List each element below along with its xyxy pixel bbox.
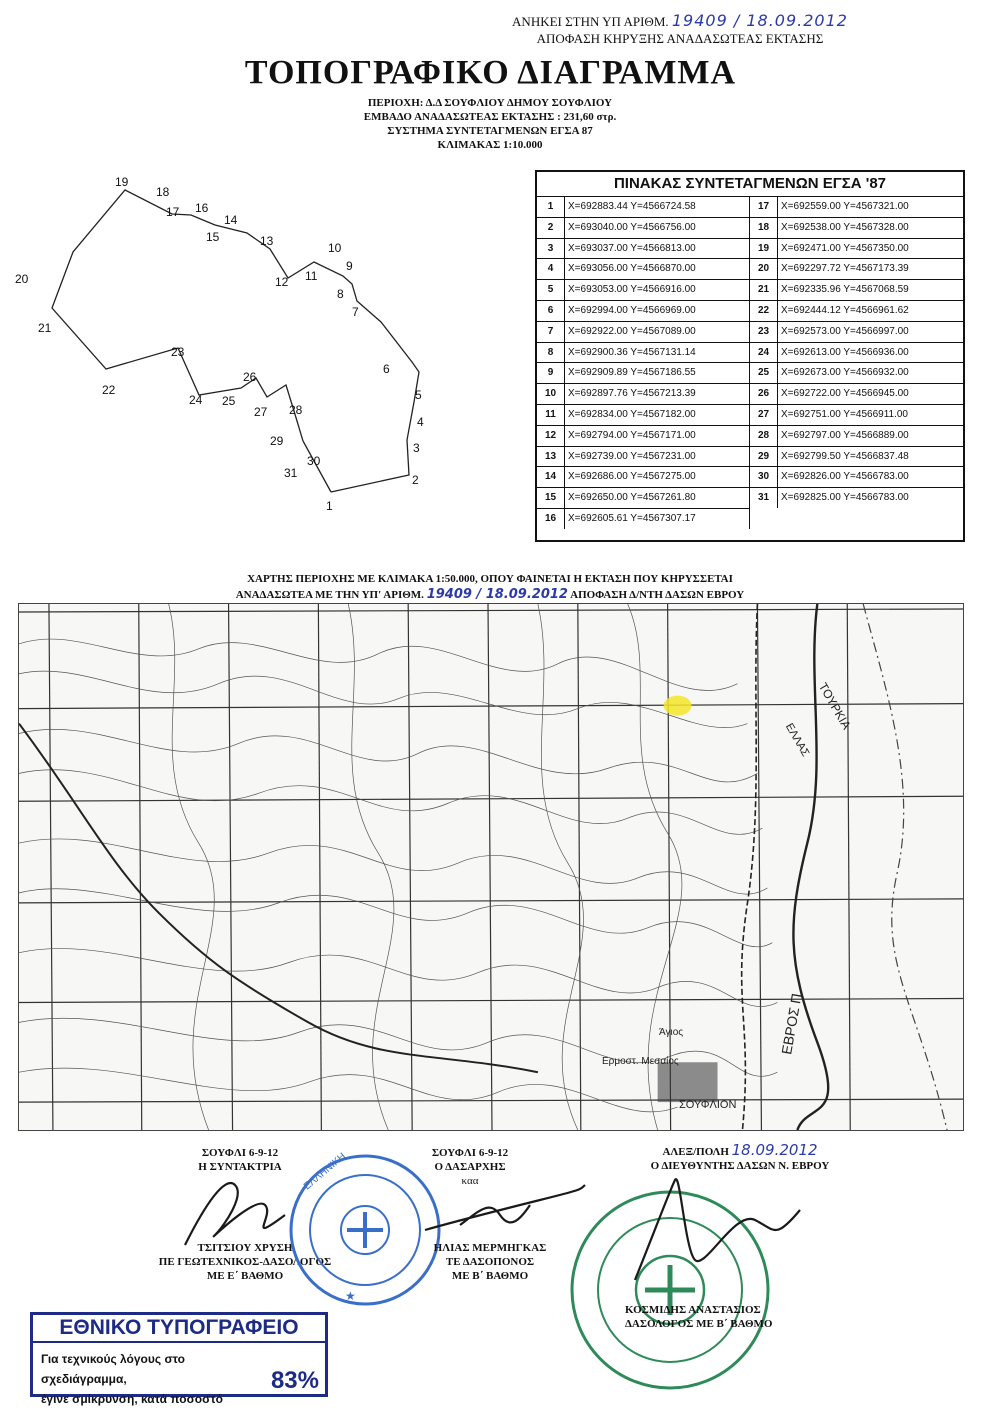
map-label-river: ΕΒΡΟΣ Π.: [778, 988, 806, 1056]
coordinate-row: [537, 300, 750, 321]
print-notice-text: [41, 1349, 271, 1409]
coordinate-value: X=692794.00 Y=4567171.00: [565, 426, 750, 446]
forester-title: ΤΕ ΔΑΣΟΠΟΝΟΣ: [445, 1256, 535, 1268]
coordinate-point-number: 9: [537, 363, 565, 383]
coordinate-value: X=692922.00 Y=4567089.00: [565, 322, 750, 342]
coordinate-row: [750, 258, 963, 279]
map-label-place2: Ερμοστ. Μεσαίος: [602, 1056, 679, 1067]
coordinate-point-number: 4: [537, 259, 565, 279]
vertex-label: 12: [275, 275, 289, 289]
vertex-label: 4: [417, 415, 424, 429]
vertex-label: 24: [189, 393, 203, 407]
coordinate-point-number: 17: [750, 197, 778, 217]
map-caption-handwritten: 19409 / 18.09.2012: [426, 587, 568, 602]
coordinate-value: X=693056.00 Y=4566870.00: [565, 259, 750, 279]
coordinate-value: X=692559.00 Y=4567321.00: [781, 201, 909, 212]
coordinates-table-title: ΠΙΝΑΚΑΣ ΣΥΝΤΕΤΑΓΜΕΝΩΝ ΕΓΣΑ '87: [613, 175, 887, 192]
coordinate-row: [750, 383, 963, 404]
town-block: [658, 1062, 718, 1102]
map-caption: [90, 572, 890, 603]
director-name: ΚΟΣΜΙΔΗΣ ΑΝΑΣΤΑΣΙΟΣ: [625, 1304, 761, 1316]
boundary-polygon: [52, 190, 419, 492]
coordinate-value: X=692825.00 Y=4566783.00: [781, 492, 909, 504]
coordinate-point-number: 10: [537, 384, 565, 404]
print-notice: [30, 1312, 328, 1406]
composer-role: Η ΣΥΝΤΑΚΤΡΙΑ: [198, 1161, 282, 1173]
coordinate-row: [750, 404, 963, 425]
coordinates-table: [535, 170, 965, 542]
coordinate-row: [750, 466, 963, 487]
coordinate-point-number: 25: [750, 363, 778, 383]
coordinate-point-number: 2: [537, 218, 565, 238]
coordinate-value: X=692444.12 Y=4566961.62: [781, 304, 909, 316]
coordinate-row: [537, 404, 750, 425]
coordinate-row: [750, 487, 963, 508]
vertex-label: 26: [243, 370, 257, 384]
signature-director-footer: [625, 1303, 825, 1331]
map-label-country: ΤΟΥΡΚΙΑ: [815, 680, 854, 732]
vertex-label: 16: [195, 201, 209, 215]
vertex-label: 8: [337, 287, 344, 301]
vertex-label: 1: [326, 499, 333, 513]
forester-note: καα: [461, 1175, 479, 1187]
topographic-map: [18, 603, 964, 1131]
director-date-handwritten: 18.09.2012: [731, 1141, 818, 1159]
contour-lines: [19, 604, 777, 1130]
print-notice-title: ΕΘΝΙΚΟ ΤΥΠΟΓΡΑΦΕΙΟ: [33, 1315, 325, 1343]
coordinate-value: X=692834.00 Y=4567182.00: [565, 405, 750, 425]
coordinate-value: X=692994.00 Y=4566969.00: [565, 301, 750, 321]
vertex-label: 21: [38, 321, 52, 335]
coordinates-column-left: [537, 196, 750, 529]
coordinate-value: X=692650.00 Y=4567261.80: [565, 488, 750, 508]
coordinate-point-number: 18: [750, 218, 778, 238]
vertex-label: 27: [254, 405, 268, 419]
director-grade: ΔΑΣΟΛΟΓΟΣ ΜΕ Β΄ ΒΑΘΜΟ: [625, 1318, 773, 1330]
svg-text:★: ★: [345, 1289, 356, 1303]
vertex-label: 18: [156, 185, 170, 199]
coordinate-value: X=692471.00 Y=4567350.00: [781, 242, 909, 254]
coordinates-grid: [537, 196, 963, 529]
coordinate-value: X=692900.36 Y=4567131.14: [565, 343, 750, 363]
composer-place-date: ΣΟΥΦΛΙ 6-9-12: [201, 1147, 279, 1159]
coordinate-point-number: 30: [750, 467, 778, 487]
svg-text:ΕΛΛΗΝΙΚΗ: ΕΛΛΗΝΙΚΗ: [301, 1150, 349, 1193]
coordinate-row: [537, 383, 750, 404]
decision-subtitle: ΑΠΟΦΑΣΗ ΚΗΡΥΞΗΣ ΑΝΑΔΑΣΩΤΕΑΣ ΕΚΤΑΣΗΣ: [536, 31, 824, 46]
coordinate-value: X=692797.00 Y=4566889.00: [781, 429, 909, 441]
coordinate-row: [750, 362, 963, 383]
signature-director: [625, 1170, 805, 1290]
coordinate-row: [537, 508, 750, 529]
forester-grade: ΜΕ Β΄ ΒΑΘΜΟ: [451, 1270, 529, 1282]
vertex-label: 7: [352, 305, 359, 319]
vertex-label: 11: [305, 269, 318, 283]
vertex-label: 25: [222, 394, 236, 408]
vertex-label: 19: [115, 175, 129, 189]
coordinate-row: [537, 446, 750, 467]
vertex-label: 5: [415, 388, 422, 402]
coordinate-point-number: 3: [537, 239, 565, 259]
coordinate-row: [537, 238, 750, 259]
map-caption-suffix: ΑΠΟΦΑΣΗ Δ/ΝΤΗ ΔΑΣΩΝ ΕΒΡΟΥ: [570, 589, 745, 601]
coordinate-point-number: 23: [750, 322, 778, 342]
vertex-label: 30: [307, 454, 321, 468]
coordinate-point-number: 28: [750, 426, 778, 446]
coordinate-value: X=692722.00 Y=4566945.00: [781, 388, 909, 400]
coordinate-row: [537, 196, 750, 217]
coordinate-point-number: 29: [750, 447, 778, 467]
signature-director-header: [600, 1143, 880, 1173]
coordinate-row: [537, 466, 750, 487]
document-meta: [180, 96, 800, 152]
coordinate-row: [537, 217, 750, 238]
coordinate-value: X=692751.00 Y=4566911.00: [781, 408, 908, 420]
coordinate-row: [537, 258, 750, 279]
coordinate-value: X=693037.00 Y=4566813.00: [565, 239, 750, 259]
decision-reference: [470, 12, 890, 47]
composer-name: ΤΣΙΤΣΙΟΥ ΧΡΥΣΗ: [197, 1242, 293, 1254]
director-place: ΑΛΕΞ/ΠΟΛΗ: [662, 1146, 729, 1158]
coordinate-point-number: 22: [750, 301, 778, 321]
map-caption-prefix: ΑΝΑΔΑΣΩΤΕΑ ΜΕ ΤΗΝ ΥΠ' ΑΡΙΘΜ.: [235, 589, 424, 601]
vertex-label: 29: [270, 434, 284, 448]
vertex-label: 23: [171, 345, 185, 359]
coordinate-point-number: 8: [537, 343, 565, 363]
coordinate-row: [750, 196, 963, 217]
meta-scale: ΚΛΙΜΑΚΑΣ 1:10.000: [437, 139, 543, 151]
vertex-label: 17: [166, 205, 180, 219]
forester-name: ΗΛΙΑΣ ΜΕΡΜΗΓΚΑΣ: [433, 1242, 547, 1254]
vertex-label: 3: [413, 441, 420, 455]
meta-size: ΕΜΒΑΔΟ ΑΝΑΔΑΣΩΤΕΑΣ ΕΚΤΑΣΗΣ : 231,60 στρ.: [363, 111, 617, 123]
coordinate-point-number: 11: [537, 405, 565, 425]
coordinate-value: X=692799.50 Y=4566837.48: [781, 450, 909, 462]
meta-area: ΠΕΡΙΟΧΗ: Δ.Δ ΣΟΥΦΛΙΟΥ ΔΗΜΟΥ ΣΟΥΦΛΙΟΥ: [367, 97, 613, 109]
coordinate-row: [537, 342, 750, 363]
coordinate-point-number: 21: [750, 280, 778, 300]
vertex-label: 6: [383, 362, 390, 376]
vertex-label: 9: [346, 259, 353, 273]
vertex-label: 22: [102, 383, 116, 397]
vertex-label: 15: [206, 230, 220, 244]
coordinate-value: X=693040.00 Y=4566756.00: [565, 218, 750, 238]
coordinate-point-number: 24: [750, 343, 778, 363]
vertex-label: 28: [289, 403, 303, 417]
coordinate-value: X=692573.00 Y=4566997.00: [781, 325, 909, 337]
coordinate-row: [537, 487, 750, 508]
coordinate-point-number: 6: [537, 301, 565, 321]
coordinate-point-number: 27: [750, 405, 778, 425]
forester-place-date: ΣΟΥΦΛΙ 6-9-12: [431, 1147, 509, 1159]
document-title: ΤΟΠΟΓΡΑΦΙΚΟ ΔΙΑΓΡΑΜΜΑ: [244, 54, 737, 91]
coordinate-row: [750, 425, 963, 446]
coordinate-value: X=692613.00 Y=4566936.00: [781, 346, 909, 358]
coordinate-value: X=692297.72 Y=4567173.39: [781, 263, 909, 275]
rivers-roads: [19, 604, 947, 1130]
coordinate-value: X=692538.00 Y=4567328.00: [781, 221, 909, 233]
coordinate-point-number: 7: [537, 322, 565, 342]
coordinate-value: X=692605.61 Y=4567307.17: [565, 509, 750, 529]
print-notice-percent: 83%: [270, 1367, 319, 1394]
coordinate-point-number: 26: [750, 384, 778, 404]
signature-forester-footer: [395, 1241, 585, 1283]
composer-title: ΠΕ ΓΕΩΤΕΧΝΙΚΟΣ-ΔΑΣΟΛΟΓΟΣ: [158, 1256, 332, 1268]
coordinate-row: [750, 238, 963, 259]
coordinate-row: [537, 321, 750, 342]
coordinate-row: [750, 279, 963, 300]
coordinate-row: [537, 425, 750, 446]
composer-grade: ΜΕ Ε΄ ΒΑΘΜΟ: [206, 1270, 284, 1282]
coordinate-point-number: 31: [750, 488, 778, 508]
coordinate-row: [750, 342, 963, 363]
coordinate-point-number: 20: [750, 259, 778, 279]
coordinate-value: X=693053.00 Y=4566916.00: [565, 280, 750, 300]
coordinate-row: [537, 362, 750, 383]
map-label-country2: ΕΛΛΑΣ: [782, 721, 812, 759]
decision-number-handwritten: 19409 / 18.09.2012: [671, 11, 848, 30]
vertex-label: 14: [224, 213, 238, 227]
vertex-label: 20: [15, 272, 29, 286]
coordinate-value: X=692739.00 Y=4567231.00: [565, 447, 750, 467]
coordinate-point-number: 16: [537, 509, 565, 529]
vertex-label: 31: [284, 466, 298, 480]
coordinate-value: X=692826.00 Y=4566783.00: [781, 471, 909, 483]
coordinate-row: [750, 300, 963, 321]
map-label-place1: Άγιος: [659, 1027, 684, 1038]
print-notice-line1: Για τεχνικούς λόγους στο σχεδιάγραμμα,: [41, 1352, 185, 1386]
coordinate-value: X=692883.44 Y=4566724.58: [565, 197, 750, 217]
vertex-label: 13: [260, 234, 274, 248]
forester-role: Ο ΔΑΣΑΡΧΗΣ: [434, 1161, 506, 1173]
decision-prefix: ΑΝΗΚΕΙ ΣΤΗΝ ΥΠ ΑΡΙΘΜ.: [512, 14, 669, 29]
coordinate-value: X=692686.00 Y=4567275.00: [565, 467, 750, 487]
map-label-town: ΣΟΥΦΛΙΟΝ: [679, 1099, 737, 1111]
director-role: Ο ΔΙΕΥΘΥΝΤΗΣ ΔΑΣΩΝ Ν. ΕΒΡΟΥ: [650, 1160, 830, 1172]
meta-system: ΣΥΣΤΗΜΑ ΣΥΝΤΕΤΑΓΜΕΝΩΝ ΕΓΣΑ 87: [387, 125, 593, 137]
parcel-highlight: [664, 696, 692, 716]
coordinate-point-number: 14: [537, 467, 565, 487]
coordinate-value: X=692909.89 Y=4567186.55: [565, 363, 750, 383]
print-notice-line2: έγινε σμίκρυνση, κατά ποσοστό: [41, 1392, 224, 1406]
coordinate-point-number: 5: [537, 280, 565, 300]
coordinate-value: X=692897.76 Y=4567213.39: [565, 384, 750, 404]
coordinate-value: X=692673.00 Y=4566932.00: [781, 367, 909, 379]
coordinate-row: [750, 217, 963, 238]
coordinate-row: [750, 321, 963, 342]
coordinate-point-number: 13: [537, 447, 565, 467]
coordinate-point-number: 15: [537, 488, 565, 508]
vertex-label: 10: [328, 241, 342, 255]
coordinate-point-number: 19: [750, 239, 778, 259]
coordinate-row: [537, 279, 750, 300]
map-caption-line1: ΧΑΡΤΗΣ ΠΕΡΙΟΧΗΣ ΜΕ ΚΛΙΜΑΚΑ 1:50.000, ΟΠΟΥ ΦΑΙΝΕΤΑΙ Η ΕΚΤΑΣΗ ΠΟΥ ΚΗΡΥΣΣΕΤΑΙ: [247, 573, 733, 585]
coordinate-row: [750, 446, 963, 467]
coordinate-point-number: 12: [537, 426, 565, 446]
coordinates-column-right: [750, 196, 963, 529]
boundary-polygon-sketch: [10, 170, 480, 520]
coordinate-point-number: 1: [537, 197, 565, 217]
coordinate-value: X=692335.96 Y=4567068.59: [781, 284, 909, 296]
vertex-label: 2: [412, 473, 419, 487]
